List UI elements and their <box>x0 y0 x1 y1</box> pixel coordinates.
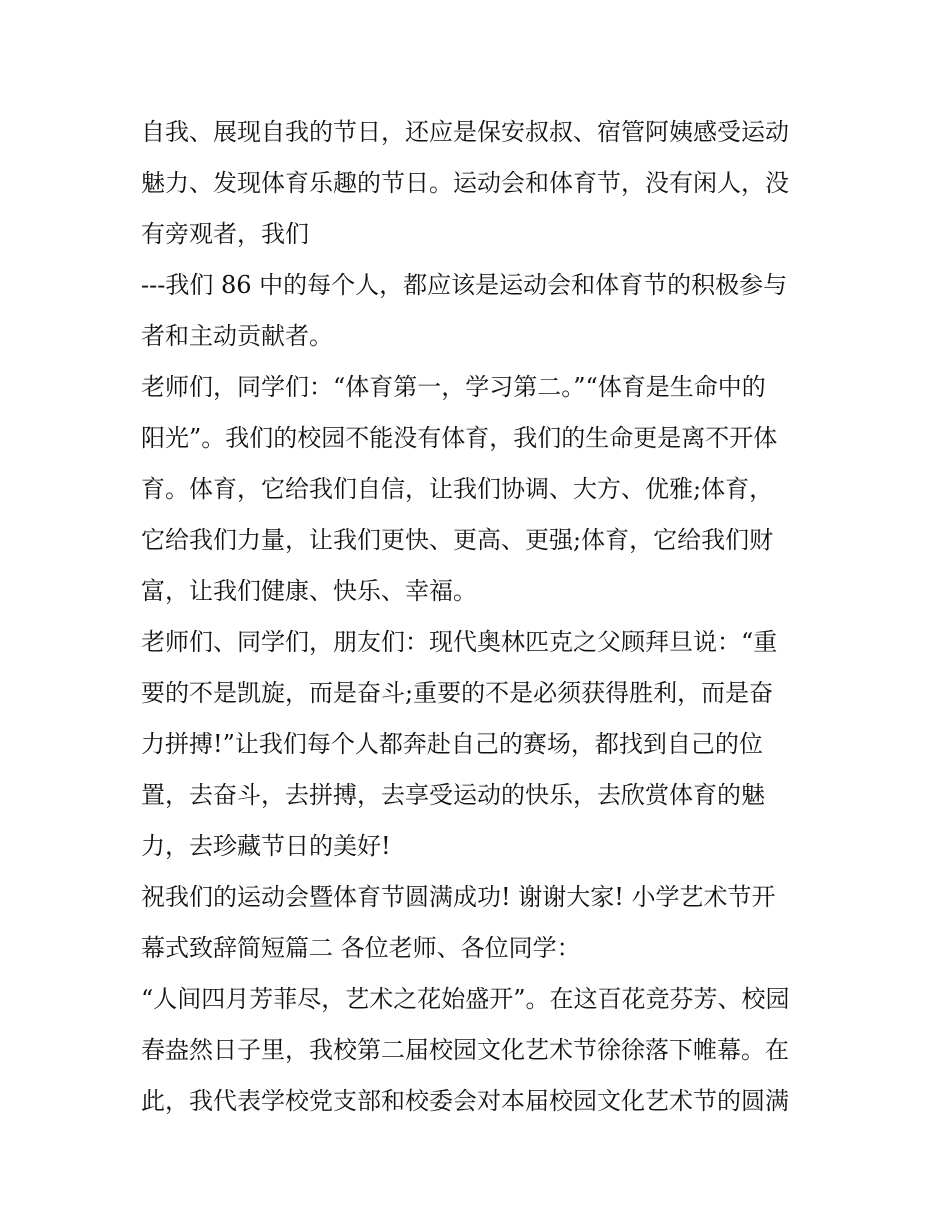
document-body <box>141 107 816 1127</box>
text-line: 力拼搏!”让我们每个人都奔赴自己的赛场，都找到自己的位 <box>141 730 763 758</box>
text-line: 育。体育，它给我们自信，让我们协调、大方、优雅;体育， <box>141 475 774 503</box>
text-line: 富，让我们健康、快乐、幸福。 <box>141 577 477 605</box>
text-line: 阳光”。我们的校园不能没有体育，我们的生命更是离不开体 <box>141 424 778 452</box>
text-line: ---我们 86 中的每个人，都应该是运动会和体育节的积极参与 <box>141 271 788 299</box>
text-line: 有旁观者，我们 <box>141 220 309 248</box>
text-line: 置，去奋斗，去拼搏，去享受运动的快乐，去欣赏体育的魅 <box>141 781 765 809</box>
text-line: “人间四月芳菲尽，艺术之花始盛开”。在这百花竞芬芳、校园 <box>141 985 790 1013</box>
text-line: 幕式致辞简短篇二 各位老师、各位同学： <box>141 934 581 962</box>
text-line: 此，我代表学校党支部和校委会对本届校园文化艺术节的圆满 <box>141 1087 789 1115</box>
text-line: 老师们，同学们：“体育第一，学习第二。”“体育是生命中的 <box>141 373 766 401</box>
text-line: 者和主动贡献者。 <box>141 322 333 350</box>
text-line: 要的不是凯旋，而是奋斗;重要的不是必须获得胜利，而是奋 <box>141 679 774 707</box>
text-line: 力，去珍藏节日的美好! <box>141 832 391 860</box>
text-line: 老师们、同学们，朋友们：现代奥林匹克之父顾拜旦说：“重 <box>141 628 778 656</box>
text-line: 自我、展现自我的节日，还应是保安叔叔、宿管阿姨感受运动 <box>141 118 789 146</box>
text-line: 魅力、发现体育乐趣的节日。运动会和体育节，没有闲人，没 <box>141 169 789 197</box>
text-line: 春盎然日子里，我校第二届校园文化艺术节徐徐落下帷幕。在 <box>141 1036 789 1064</box>
text-line: 它给我们力量，让我们更快、更高、更强;体育，它给我们财 <box>141 526 774 554</box>
text-line: 祝我们的运动会暨体育节圆满成功! 谢谢大家! 小学艺术节开 <box>141 883 776 911</box>
